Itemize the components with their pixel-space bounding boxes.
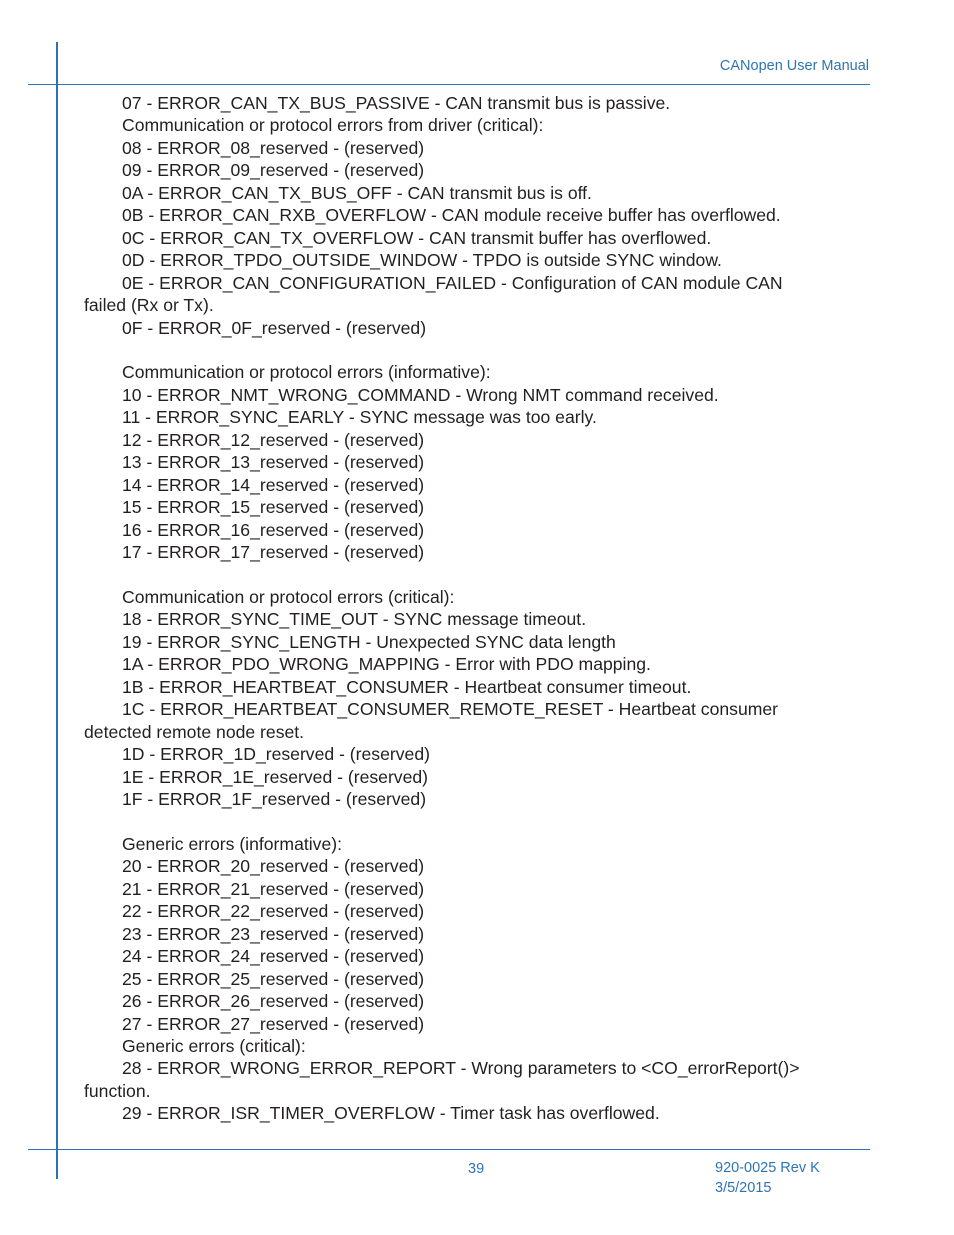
error-line: 0B - ERROR_CAN_RXB_OVERFLOW - CAN module receive buffer has overflowed.	[122, 205, 781, 226]
section-heading: Generic errors (informative):	[122, 833, 342, 854]
document-body	[84, 92, 844, 1125]
error-line: 07 - ERROR_CAN_TX_BUS_PASSIVE - CAN transmit bus is passive.	[122, 93, 671, 113]
blank-line	[84, 339, 844, 361]
error-line: 0C - ERROR_CAN_TX_OVERFLOW - CAN transmit buffer has overflowed.	[122, 227, 712, 248]
error-line: 0A - ERROR_CAN_TX_BUS_OFF - CAN transmit bus is off.	[122, 182, 592, 203]
error-line: 19 - ERROR_SYNC_LENGTH - Unexpected SYNC data length	[122, 631, 616, 652]
error-line: 16 - ERROR_16_reserved - (reserved)	[122, 519, 425, 540]
header-rule	[28, 84, 870, 85]
error-line: 13 - ERROR_13_reserved - (reserved)	[122, 452, 425, 473]
error-line: 10 - ERROR_NMT_WRONG_COMMAND - Wrong NMT command received.	[122, 384, 719, 405]
error-line: 28 - ERROR_WRONG_ERROR_REPORT - Wrong parameters to <CO_errorReport()>	[122, 1058, 800, 1079]
error-line: 1D - ERROR_1D_reserved - (reserved)	[122, 744, 430, 765]
error-line-continuation: function.	[84, 1080, 151, 1101]
error-line: 0E - ERROR_CAN_CONFIGURATION_FAILED - Configuration of CAN module CAN	[122, 272, 783, 293]
document-revision: 920-0025 Rev K	[715, 1160, 820, 1176]
footer-rule	[28, 1149, 870, 1150]
error-line-continuation: detected remote node reset.	[84, 721, 305, 742]
error-line: 21 - ERROR_21_reserved - (reserved)	[122, 878, 425, 899]
error-line: 1C - ERROR_HEARTBEAT_CONSUMER_REMOTE_RESET - Heartbeat consumer	[122, 699, 779, 720]
error-line: 0D - ERROR_TPDO_OUTSIDE_WINDOW - TPDO is outside SYNC window.	[122, 250, 722, 271]
error-line: 0F - ERROR_0F_reserved - (reserved)	[122, 317, 427, 338]
document-date: 3/5/2015	[715, 1180, 772, 1196]
error-line: 20 - ERROR_20_reserved - (reserved)	[122, 856, 425, 877]
error-line: 18 - ERROR_SYNC_TIME_OUT - SYNC message timeout.	[122, 609, 587, 630]
error-line: 1B - ERROR_HEARTBEAT_CONSUMER - Heartbeat consumer timeout.	[122, 676, 692, 697]
error-line: 1A - ERROR_PDO_WRONG_MAPPING - Error with PDO mapping.	[122, 654, 651, 675]
error-line: 1E - ERROR_1E_reserved - (reserved)	[122, 766, 429, 787]
blank-line	[84, 564, 844, 586]
error-line: 08 - ERROR_08_reserved - (reserved)	[122, 137, 425, 158]
error-line: 17 - ERROR_17_reserved - (reserved)	[122, 542, 425, 563]
error-line: 26 - ERROR_26_reserved - (reserved)	[122, 991, 425, 1012]
blank-line	[84, 810, 844, 832]
page-number: 39	[468, 1161, 485, 1177]
header-title: CANopen User Manual	[719, 58, 869, 74]
error-line: 23 - ERROR_23_reserved - (reserved)	[122, 923, 425, 944]
section-heading: Communication or protocol errors (informative):	[122, 362, 491, 383]
error-line: 27 - ERROR_27_reserved - (reserved)	[122, 1013, 425, 1034]
error-line: 15 - ERROR_15_reserved - (reserved)	[122, 497, 425, 518]
error-line: 1F - ERROR_1F_reserved - (reserved)	[122, 789, 427, 810]
error-line: 14 - ERROR_14_reserved - (reserved)	[122, 474, 425, 495]
error-line: 25 - ERROR_25_reserved - (reserved)	[122, 968, 425, 989]
error-line: 11 - ERROR_SYNC_EARLY - SYNC message was too early.	[122, 407, 597, 428]
error-line-continuation: failed (Rx or Tx).	[84, 295, 214, 316]
error-line: 09 - ERROR_09_reserved - (reserved)	[122, 160, 425, 181]
document-id-block	[715, 1158, 820, 1198]
section-heading: Generic errors (critical):	[122, 1035, 306, 1056]
error-line: 22 - ERROR_22_reserved - (reserved)	[122, 901, 425, 922]
error-line: 12 - ERROR_12_reserved - (reserved)	[122, 429, 425, 450]
error-line: 24 - ERROR_24_reserved - (reserved)	[122, 946, 425, 967]
section-heading: Communication or protocol errors (critical):	[122, 586, 455, 607]
left-margin-rule	[56, 42, 58, 1179]
error-line: 29 - ERROR_ISR_TIMER_OVERFLOW - Timer task has overflowed.	[122, 1103, 660, 1124]
section-heading: Communication or protocol errors from driver (critical):	[122, 115, 544, 136]
